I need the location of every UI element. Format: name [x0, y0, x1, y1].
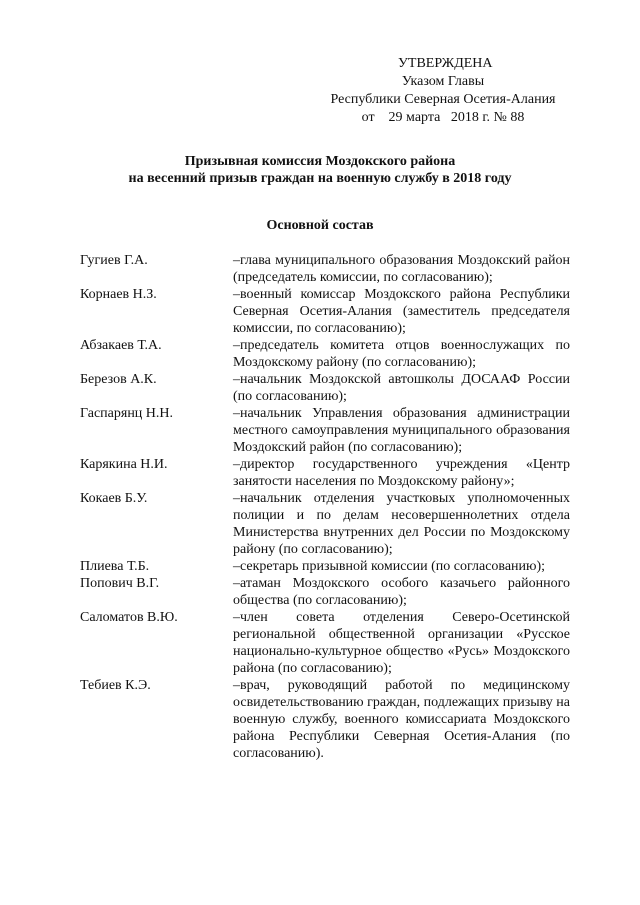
- approval-line-republic: Республики Северная Осетия-Алания: [330, 92, 556, 107]
- member-name: Березов А.К.: [80, 372, 157, 387]
- member-role: –начальник Моздокской автошколы ДОСААФ России (по согласованию);: [233, 372, 570, 404]
- member-row: [80, 405, 570, 456]
- document-title: [0, 153, 640, 187]
- approval-line-decree: Указом Главы: [401, 74, 485, 89]
- approval-line-approved: УТВЕРЖДЕНА: [398, 56, 493, 71]
- member-role: –врач, руководящий работой по медицинскому освидетельствованию граждан, подлежащих призыву на военную службу, военного комиссариата Моздокского района Республики Северная Осетия-Алания (по согласованию).: [233, 678, 570, 761]
- member-name: Гаспарянц Н.Н.: [80, 406, 174, 421]
- approval-line-date: от 29 марта 2018 г. № 88: [361, 110, 525, 125]
- member-name: Саломатов В.Ю.: [80, 610, 178, 625]
- member-row: [80, 609, 570, 677]
- member-row: [80, 337, 570, 371]
- approval-stamp: [318, 55, 568, 127]
- member-row: [80, 252, 570, 286]
- member-role: –глава муниципального образования Моздокский район (председатель комиссии, по согласованию);: [233, 253, 570, 285]
- member-role: –председатель комитета отцов военнослужащих по Моздокскому району (по согласованию);: [233, 338, 570, 370]
- member-row: [80, 456, 570, 490]
- member-row: [80, 371, 570, 405]
- document-title-line2: на весенний призыв граждан на военную службу в 2018 году: [128, 171, 512, 186]
- member-role: –начальник отделения участковых уполномоченных полиции и по делам несовершеннолетних отдела Министерства внутренних дел России по Моздокскому району (по согласованию);: [233, 491, 570, 557]
- member-role: –начальник Управления образования администрации местного самоуправления муниципального образования Моздокский район (по согласованию);: [233, 406, 570, 455]
- member-role: –военный комиссар Моздокского района Республики Северная Осетия-Алания (заместитель председателя комиссии, по согласованию);: [233, 287, 570, 336]
- member-name: Попович В.Г.: [80, 576, 160, 591]
- section-title: Основной состав: [266, 218, 374, 233]
- document-title-line1: Призывная комиссия Моздокского района: [184, 154, 456, 169]
- member-name: Корнаев Н.З.: [80, 287, 157, 302]
- member-name: Гугиев Г.А.: [80, 253, 148, 268]
- member-row: [80, 490, 570, 558]
- member-row: [80, 286, 570, 337]
- member-role: –член совета отделения Северо-Осетинской региональной общественной организации «Русское национально-культурное общество «Русь» Моздокского района (по согласованию);: [233, 610, 570, 676]
- member-name: Тебиев К.Э.: [80, 678, 151, 693]
- member-name: Плиева Т.Б.: [80, 559, 150, 574]
- members-list: [80, 252, 570, 762]
- member-name: Абзакаев Т.А.: [80, 338, 162, 353]
- member-name: Карякина Н.И.: [80, 457, 168, 472]
- member-role: –атаман Моздокского особого казачьего районного общества (по согласованию);: [233, 576, 570, 608]
- member-row: [80, 558, 570, 575]
- member-row: [80, 677, 570, 762]
- member-row: [80, 575, 570, 609]
- member-role: –секретарь призывной комиссии (по согласованию);: [233, 559, 546, 574]
- member-role: –директор государственного учреждения «Центр занятости населения по Моздокскому району»;: [233, 457, 570, 489]
- member-name: Кокаев Б.У.: [80, 491, 148, 506]
